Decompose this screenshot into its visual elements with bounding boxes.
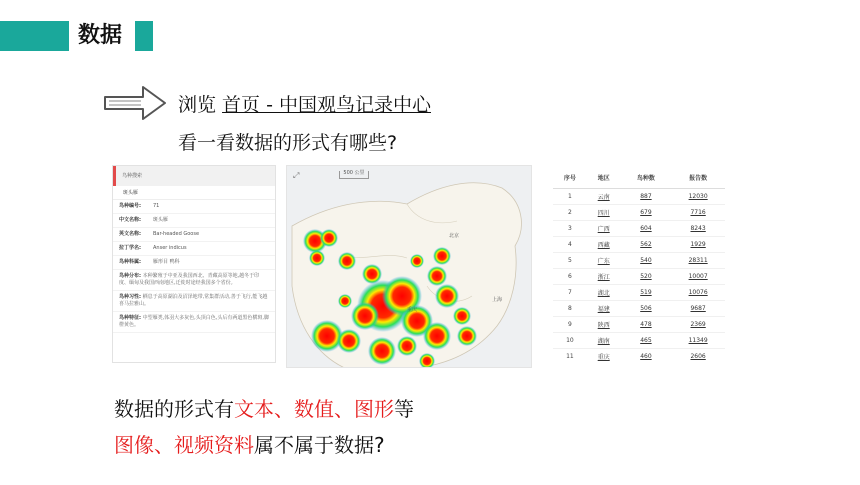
table-cell[interactable]: 11349 <box>671 332 725 348</box>
table-cell[interactable]: 887 <box>621 188 672 204</box>
table-row <box>553 268 725 284</box>
table-cell[interactable]: 西藏 <box>587 236 621 252</box>
table-cell: 3 <box>553 220 587 236</box>
table-cell: 10 <box>553 332 587 348</box>
table-row <box>553 236 725 252</box>
table-cell[interactable]: 460 <box>621 348 672 361</box>
china-map <box>287 166 532 368</box>
table-row <box>553 204 725 220</box>
table-row <box>553 348 725 361</box>
page-title: 数据 <box>78 23 123 48</box>
header-cell: 鸟种数 <box>621 168 672 188</box>
table-cell[interactable]: 重庆 <box>587 348 621 361</box>
table-cell[interactable]: 12030 <box>671 188 725 204</box>
city-label: 上海 <box>492 297 503 303</box>
table-cell[interactable]: 28311 <box>671 252 725 268</box>
table-cell[interactable]: 四川 <box>587 204 621 220</box>
detail-row: 鸟种科属: 雁形目 鸭科 <box>113 256 275 270</box>
region-table <box>553 168 725 361</box>
table-cell: 9 <box>553 316 587 332</box>
table-cell[interactable]: 湖北 <box>587 284 621 300</box>
detail-row: 鸟种编号: 71 <box>113 200 275 214</box>
table-cell[interactable]: 520 <box>621 268 672 284</box>
region-table-screenshot <box>553 168 725 361</box>
table-cell[interactable]: 1929 <box>671 236 725 252</box>
table-row <box>553 284 725 300</box>
table-row <box>553 188 725 204</box>
table-cell: 5 <box>553 252 587 268</box>
detail-bird-name: 斑头雁 <box>113 186 275 200</box>
fullscreen-icon[interactable]: ⤢ <box>293 171 300 180</box>
table-cell: 2 <box>553 204 587 220</box>
table-cell: 1 <box>553 188 587 204</box>
table-row <box>553 300 725 316</box>
table-cell[interactable]: 10076 <box>671 284 725 300</box>
detail-row: 英文名称: Bar-headed Goose <box>113 228 275 242</box>
table-cell[interactable]: 湖南 <box>587 332 621 348</box>
table-row <box>553 220 725 236</box>
question-text: 看一看数据的形式有哪些? <box>178 132 398 154</box>
header-cell: 序号 <box>553 168 587 188</box>
table-cell[interactable]: 604 <box>621 220 672 236</box>
header-cell: 地区 <box>587 168 621 188</box>
table-cell[interactable]: 8243 <box>671 220 725 236</box>
arrow-right-icon <box>103 83 167 123</box>
table-cell[interactable]: 10007 <box>671 268 725 284</box>
table-cell[interactable]: 679 <box>621 204 672 220</box>
header-accent-bar <box>0 21 69 51</box>
detail-row: 中文名称: 斑头雁 <box>113 214 275 228</box>
table-row <box>553 252 725 268</box>
city-label: 重庆 <box>407 307 418 313</box>
detail-paragraph: 鸟种习性: 栖息于高原湖泊及沼泽地带,常集群活动,善于飞行,能飞越喜马拉雅山。 <box>113 291 275 312</box>
detail-paragraph: 鸟种分布: 本种繁殖于中亚及我国西北、青藏高原等地,越冬于印度、缅甸及我国西南地区,迁徙时途经我国多个省份。 <box>113 270 275 291</box>
table-row <box>553 332 725 348</box>
header-cell: 报告数 <box>671 168 725 188</box>
table-cell[interactable]: 540 <box>621 252 672 268</box>
table-cell: 4 <box>553 236 587 252</box>
table-cell[interactable]: 云南 <box>587 188 621 204</box>
data-forms-statement: 数据的形式有文本、数值、图形等 <box>114 397 414 421</box>
table-cell[interactable]: 9687 <box>671 300 725 316</box>
nav-instruction <box>178 92 431 118</box>
table-cell[interactable]: 2369 <box>671 316 725 332</box>
detail-title: 鸟种搜索 <box>113 166 275 186</box>
highlight-text: 文本、数值、图形 <box>234 397 394 421</box>
bird-detail-screenshot <box>112 165 276 363</box>
table-cell[interactable]: 广东 <box>587 252 621 268</box>
city-label: 北京 <box>449 233 460 239</box>
table-cell[interactable]: 陕西 <box>587 316 621 332</box>
table-cell[interactable]: 广西 <box>587 220 621 236</box>
table-cell[interactable]: 519 <box>621 284 672 300</box>
table-cell[interactable]: 2606 <box>671 348 725 361</box>
question-statement: 图像、视频资料属不属于数据? <box>114 433 385 457</box>
table-cell: 7 <box>553 284 587 300</box>
table-cell[interactable]: 562 <box>621 236 672 252</box>
detail-paragraph: 鸟种特征: 中型雁类,体羽大多灰色,头顶白色,头后有两道黑色横斑,脚橙黄色。 <box>113 312 275 333</box>
bird-center-link[interactable]: 首页 - 中国观鸟记录中心 <box>222 94 431 116</box>
detail-row: 拉丁学名: Anser indicus <box>113 242 275 256</box>
table-cell[interactable]: 福建 <box>587 300 621 316</box>
header-accent-stripe <box>135 21 153 51</box>
nav-prefix: 浏览 <box>178 94 223 116</box>
table-cell[interactable]: 浙江 <box>587 268 621 284</box>
heatmap-screenshot <box>286 165 532 368</box>
table-cell[interactable]: 465 <box>621 332 672 348</box>
table-header-row <box>553 168 725 188</box>
highlight-text: 图像、视频资料 <box>114 433 254 457</box>
table-cell[interactable]: 506 <box>621 300 672 316</box>
table-row <box>553 316 725 332</box>
table-cell: 11 <box>553 348 587 361</box>
table-cell: 6 <box>553 268 587 284</box>
table-cell: 8 <box>553 300 587 316</box>
table-cell[interactable]: 7716 <box>671 204 725 220</box>
table-cell[interactable]: 478 <box>621 316 672 332</box>
map-scale: 500 公里 <box>339 171 369 179</box>
